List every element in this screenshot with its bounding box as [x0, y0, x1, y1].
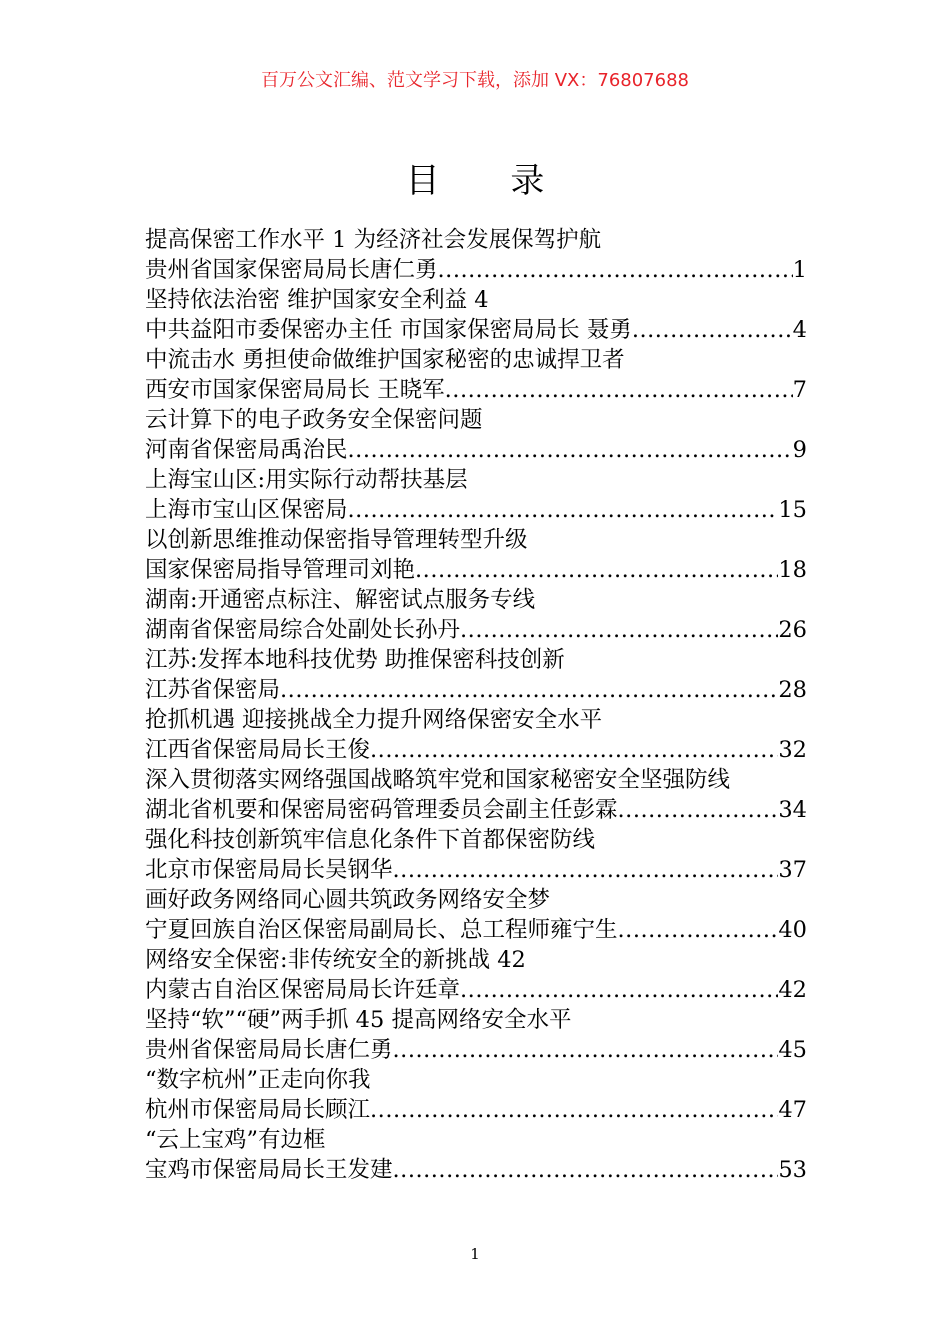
toc-entry-author: 内蒙古自治区保密局局长许廷章	[145, 977, 461, 1003]
toc-entry-author: 上海市宝山区保密局	[145, 497, 348, 523]
toc-entry-author: 国家保密局指导管理司刘艳	[145, 557, 416, 583]
toc-entry	[145, 945, 807, 1005]
toc-entry-author: 杭州市保密局局长顾江	[145, 1097, 371, 1123]
toc-entry-page-number: 40	[778, 917, 807, 943]
toc-entry-author: 江苏省保密局	[145, 677, 281, 703]
toc-dot-leader	[393, 1155, 779, 1185]
toc-entry-link[interactable]	[145, 735, 807, 765]
toc-entry-page-number: 42	[778, 977, 807, 1003]
toc-entry-heading: 提高保密工作水平 1 为经济社会发展保驾护航	[145, 227, 602, 253]
toc-entry-link[interactable]	[145, 615, 807, 645]
toc-entry-heading: 湖南:开通密点标注、解密试点服务专线	[145, 587, 536, 613]
toc-entry-author: 湖北省机要和保密局密码管理委员会副主任彭霖	[145, 797, 618, 823]
toc-entry	[145, 765, 807, 825]
toc-entry	[145, 585, 807, 645]
toc-entry-link[interactable]	[145, 555, 807, 585]
toc-entry-heading: 抢抓机遇 迎接挑战全力提升网络保密安全水平	[145, 707, 603, 733]
toc-entry-link[interactable]	[145, 675, 807, 705]
toc-entry	[145, 705, 807, 765]
toc-entry-page-number: 53	[778, 1157, 807, 1183]
page-number-footer: 1	[470, 1245, 480, 1263]
toc-entry-author: 宝鸡市保密局局长王发建	[145, 1157, 393, 1183]
toc-entry-page-number: 18	[778, 557, 807, 583]
toc-entry-link[interactable]	[145, 255, 807, 285]
toc-dot-leader	[280, 675, 778, 705]
toc-entry-link[interactable]	[145, 1095, 807, 1125]
toc-entry-author: 西安市国家保密局局长 王晓军	[145, 377, 445, 403]
table-of-contents	[145, 225, 807, 1185]
toc-entry-author: 贵州省国家保密局局长唐仁勇	[145, 257, 438, 283]
toc-entry-heading: 江苏:发挥本地科技优势 助推保密科技创新	[145, 647, 565, 673]
toc-entry	[145, 405, 807, 465]
toc-entry-author: 贵州省保密局局长唐仁勇	[145, 1037, 393, 1063]
toc-dot-leader	[348, 495, 779, 525]
toc-entry-heading: 中流击水 勇担使命做维护国家秘密的忠诚捍卫者	[145, 347, 625, 373]
toc-entry	[145, 345, 807, 405]
toc-entry-page-number: 32	[778, 737, 807, 763]
toc-dot-leader	[460, 975, 778, 1005]
toc-entry-heading: 深入贯彻落实网络强国战略筑牢党和国家秘密安全坚强防线	[145, 767, 731, 793]
toc-entry-heading: 网络安全保密:非传统安全的新挑战 42	[145, 947, 526, 973]
toc-entry-heading: 强化科技创新筑牢信息化条件下首都保密防线	[145, 827, 596, 853]
toc-entry-page-number: 9	[792, 437, 807, 463]
toc-entry-page-number: 7	[792, 377, 807, 403]
toc-dot-leader	[348, 435, 793, 465]
toc-entry-page-number: 28	[778, 677, 807, 703]
toc-entry-page-number: 1	[792, 257, 807, 283]
toc-entry-link[interactable]	[145, 1035, 807, 1065]
toc-entry	[145, 465, 807, 525]
toc-entry-heading: 画好政务网络同心圆共筑政务网络安全梦	[145, 887, 551, 913]
toc-entry	[145, 825, 807, 885]
toc-dot-leader	[618, 915, 779, 945]
toc-dot-leader	[393, 1035, 779, 1065]
toc-entry-author: 河南省保密局禹治民	[145, 437, 348, 463]
toc-entry-heading: 以创新思维推动保密指导管理转型升级	[145, 527, 528, 553]
toc-entry-heading: 上海宝山区:用实际行动帮扶基层	[145, 467, 468, 493]
toc-entry-link[interactable]	[145, 915, 807, 945]
toc-dot-leader	[618, 795, 779, 825]
toc-entry-link[interactable]	[145, 495, 807, 525]
page-title: 目 录	[405, 161, 575, 201]
toc-entry-page-number: 37	[778, 857, 807, 883]
toc-dot-leader	[370, 735, 778, 765]
toc-entry	[145, 645, 807, 705]
toc-entry-author: 北京市保密局局长吴钢华	[145, 857, 393, 883]
toc-dot-leader	[393, 855, 779, 885]
toc-entry-page-number: 34	[778, 797, 807, 823]
toc-entry-author: 宁夏回族自治区保密局副局长、总工程师雍宁生	[145, 917, 618, 943]
watermark-header: 百万公文汇编、范文学习下载，添加 VX：76807688	[261, 70, 689, 91]
toc-entry	[145, 1065, 807, 1125]
toc-dot-leader	[445, 375, 793, 405]
toc-entry-page-number: 47	[778, 1097, 807, 1123]
toc-entry	[145, 885, 807, 945]
toc-entry-link[interactable]	[145, 315, 807, 345]
toc-entry-page-number: 26	[778, 617, 807, 643]
toc-entry	[145, 225, 807, 285]
toc-entry	[145, 1125, 807, 1185]
toc-dot-leader	[632, 315, 793, 345]
toc-entry-heading: “云上宝鸡”有边框	[145, 1127, 326, 1153]
toc-entry-link[interactable]	[145, 435, 807, 465]
toc-entry-author: 湖南省保密局综合处副处长孙丹	[145, 617, 461, 643]
toc-entry-page-number: 45	[778, 1037, 807, 1063]
toc-entry-heading: 云计算下的电子政务安全保密问题	[145, 407, 483, 433]
toc-entry-author: 中共益阳市委保密办主任 市国家保密局局长 聂勇	[145, 317, 632, 343]
toc-entry-author: 江西省保密局局长王俊	[145, 737, 371, 763]
toc-entry-page-number: 15	[778, 497, 807, 523]
toc-entry	[145, 285, 807, 345]
toc-dot-leader	[370, 1095, 778, 1125]
toc-entry-link[interactable]	[145, 795, 807, 825]
toc-entry-page-number: 4	[792, 317, 807, 343]
toc-entry-link[interactable]	[145, 1155, 807, 1185]
toc-entry-heading: “数字杭州”正走向你我	[145, 1067, 371, 1093]
toc-entry	[145, 1005, 807, 1065]
toc-entry-heading: 坚持“软”“硬”两手抓 45 提高网络安全水平	[145, 1007, 572, 1033]
toc-entry	[145, 525, 807, 585]
toc-dot-leader	[460, 615, 778, 645]
toc-entry-link[interactable]	[145, 375, 807, 405]
toc-entry-link[interactable]	[145, 855, 807, 885]
toc-dot-leader	[415, 555, 778, 585]
toc-dot-leader	[438, 255, 793, 285]
toc-entry-heading: 坚持依法治密 维护国家安全利益 4	[145, 287, 489, 313]
toc-entry-link[interactable]	[145, 975, 807, 1005]
